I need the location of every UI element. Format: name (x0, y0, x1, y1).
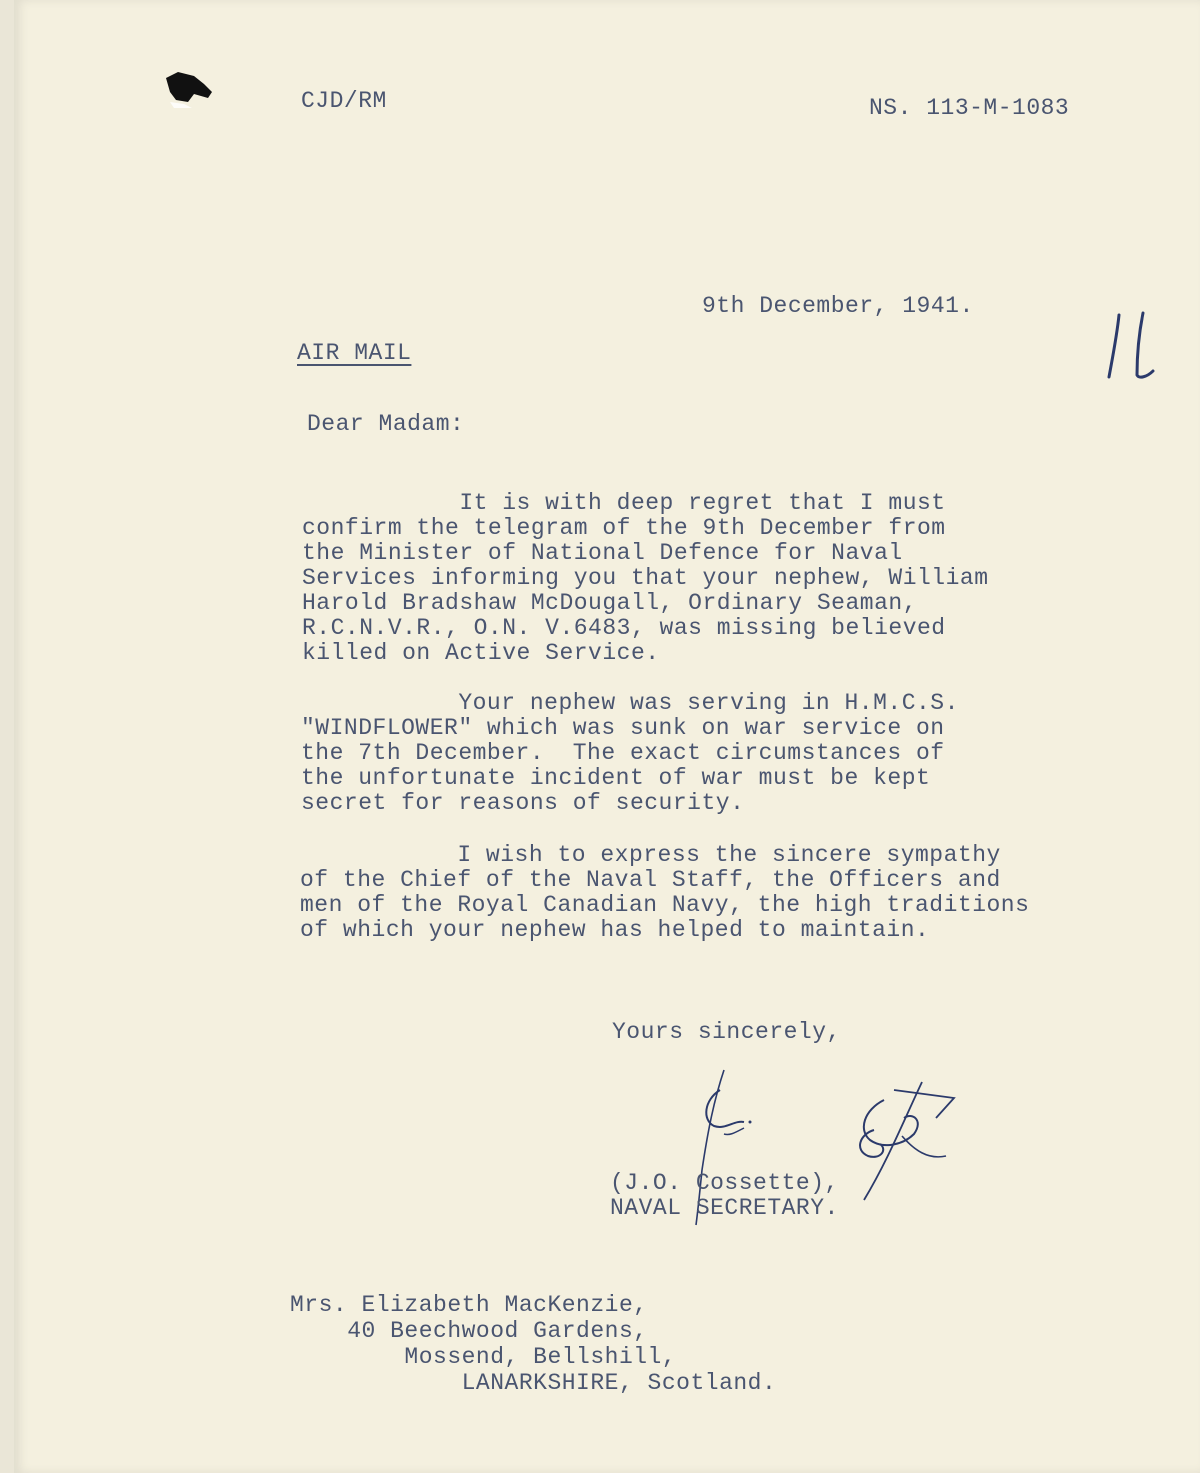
file-number: NS. 113-M-1083 (869, 95, 1070, 121)
body-paragraph-2: Your nephew was serving in H.M.C.S. "WINDFLOWER" which was sunk on war service on the 7th December. The exact circumstances of the unfortunate incident of war must be kept secret for reasons of security. (301, 690, 959, 816)
delivery-method: AIR MAIL (297, 340, 412, 366)
address-line-1: Mrs. Elizabeth MacKenzie, (290, 1292, 648, 1318)
handwritten-margin-note (1099, 305, 1169, 385)
letter-date: 9th December, 1941. (702, 293, 974, 319)
salutation: Dear Madam: (307, 411, 465, 437)
address-line-4: LANARKSHIRE, Scotland. (290, 1370, 777, 1396)
body-paragraph-3: I wish to express the sincere sympathy of the Chief of the Naval Staff, the Officers and men of the Royal Canadian Navy, the high traditions of which your nephew has helped to maintain. (300, 842, 1030, 943)
signatory-title: NAVAL SECRETARY. (610, 1195, 839, 1221)
signatory-name: (J.O. Cossette), (610, 1170, 839, 1196)
punch-hole-icon (164, 70, 214, 110)
reference-initials: CJD/RM (301, 88, 387, 114)
recipient-address (290, 1292, 776, 1396)
body-paragraph-1: It is with deep regret that I must confirm the telegram of the 9th December from the Minister of National Defence for Naval Services informing you that your nephew, William Harold Bradshaw McDougall, Ordinary Seaman, R.C.N.V.R., O.N. V.6483, was missing believed killed on Active Service. (302, 490, 989, 666)
complimentary-close: Yours sincerely, (612, 1019, 841, 1045)
address-line-3: Mossend, Bellshill, (290, 1344, 677, 1370)
letter-page (14, 0, 1200, 1473)
address-line-2: 40 Beechwood Gardens, (290, 1318, 648, 1344)
signatory-block (610, 1171, 839, 1221)
